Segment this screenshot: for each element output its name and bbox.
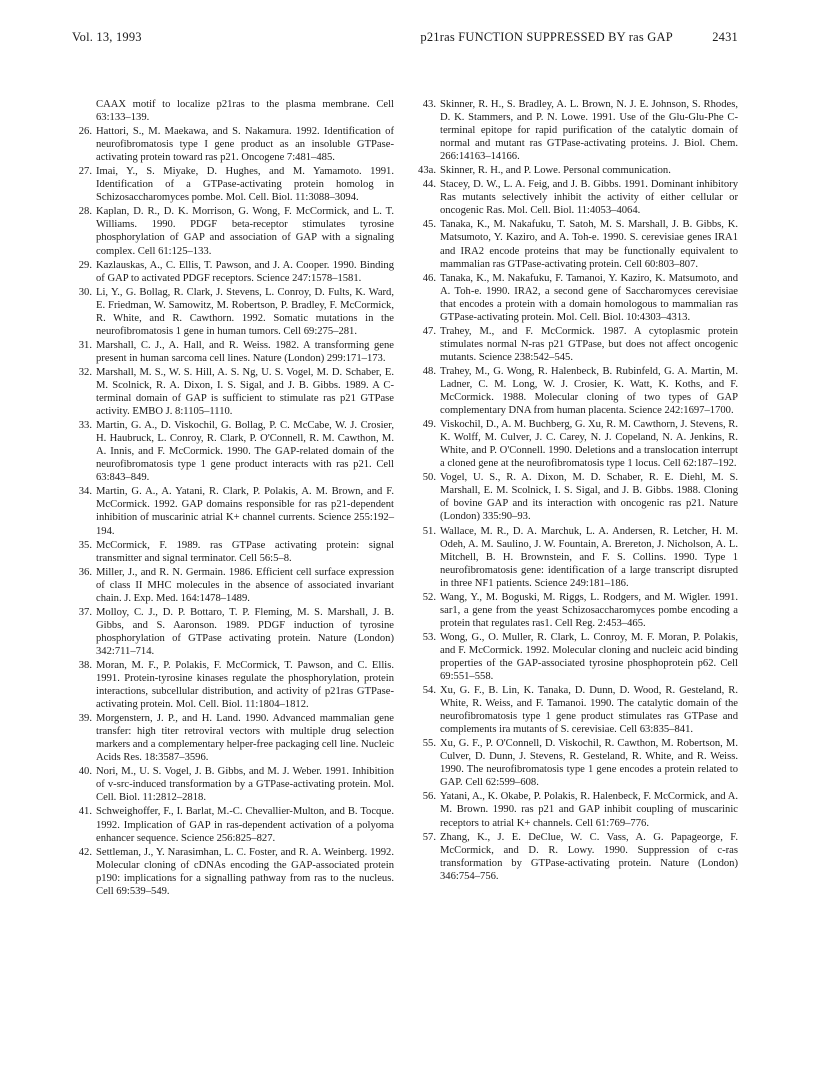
reference-number: 43a. (418, 165, 436, 177)
reference-number: 35. (78, 539, 92, 551)
reference-text: Xu, G. F., B. Lin, K. Tanaka, D. Dunn, D. Wood, R. Gesteland, R. White, R. Weiss, and F. Tamanoi. 1990. The catalytic domain of the neurofibromatosis type 1 gene product stimulates ras GTPase and complements ira mutants of S. cerevisiae. Cell 63:835–841. (440, 685, 738, 736)
reference-entry (72, 98, 394, 124)
reference-entry (72, 659, 394, 711)
reference-entry (72, 765, 394, 804)
reference-text: Kazlauskas, A., C. Ellis, T. Pawson, and J. A. Cooper. 1990. Binding of GAP to activated PDGF receptors. Science 247:1578–1581. (96, 259, 394, 284)
running-title: p21ras FUNCTION SUPPRESSED BY ras GAP (420, 30, 673, 44)
reference-entry (72, 846, 394, 898)
reference-number: 42. (78, 846, 92, 858)
reference-text: Nori, M., U. S. Vogel, J. B. Gibbs, and M. J. Weber. 1991. Inhibition of v-src-induced transformation by a GTPase-activating protein. Mol. Cell. Biol. 11:2812–2818. (96, 766, 394, 804)
reference-number: 51. (422, 525, 436, 537)
reference-number: 50. (422, 472, 436, 484)
reference-entry (416, 631, 738, 683)
reference-entry (72, 165, 394, 204)
reference-text: Skinner, R. H., and P. Lowe. Personal communication. (440, 165, 671, 177)
reference-text: Martin, G. A., A. Yatani, R. Clark, P. Polakis, A. M. Brown, and F. McCormick. 1992. GAP domains responsible for ras p21-dependent inhibition of muscarinic atrial K+ channel currents. Science 255:192–194. (96, 486, 394, 537)
reference-number: 43. (422, 99, 436, 110)
reference-text: Molloy, C. J., D. P. Bottaro, T. P. Fleming, M. S. Marshall, J. B. Gibbs, and S. Aaronson. 1989. PDGF induction of tyrosine phosphorylation of GTPase activating protein. Nature (London) 342:711–714. (96, 606, 394, 657)
reference-entry (416, 418, 738, 470)
reference-number: 49. (422, 419, 436, 431)
reference-entry (416, 591, 738, 630)
reference-text: Morgenstern, J. P., and H. Land. 1990. Advanced mammalian gene transfer: high titer retroviral vectors with multiple drug selection markers and a complementary helper-free packaging cell line. Nucleic Acids Res. 18:3587–3596. (96, 713, 394, 764)
reference-text: Kaplan, D. R., D. K. Morrison, G. Wong, F. McCormick, and L. T. Williams. 1990. PDGF beta-receptor stimulates tyrosine phosphorylation of GAP and association of GAP with a signaling complex. Cell 61:125–133. (96, 206, 394, 257)
reference-entry (416, 178, 738, 217)
reference-number: 38. (78, 659, 92, 671)
reference-entry (72, 485, 394, 537)
reference-column-left (72, 98, 394, 899)
reference-number: 28. (78, 206, 92, 218)
reference-number: 40. (78, 766, 92, 778)
reference-entry (72, 566, 394, 605)
reference-text: Vogel, U. S., R. A. Dixon, M. D. Schaber, R. E. Diehl, M. S. Marshall, E. M. Scolnick, I. S. Sigal, and J. B. Gibbs. 1988. Cloning of bovine GAP and its interaction with oncogenic ras p21. Nature (London) 335:90–93. (440, 472, 738, 523)
reference-entry (72, 712, 394, 764)
reference-text: Wong, G., O. Muller, R. Clark, L. Conroy, M. F. Moran, P. Polakis, and F. McCormick. 1992. Molecular cloning and nucleic acid binding properties of the GAP-associated tyrosine phosphoprotein p62. Cell 69:551–558. (440, 631, 738, 683)
reference-text: Trahey, M., and F. McCormick. 1987. A cytoplasmic protein stimulates normal N-ras p21 GTPase, but does not affect oncogenic mutants. Science 238:542–545. (440, 325, 738, 363)
reference-text: Li, Y., G. Bollag, R. Clark, J. Stevens, L. Conroy, D. Fults, K. Ward, E. Friedman, W. Samowitz, M. Robertson, P. Bradley, F. McCormick, R. White, and R. Cawthorn. 1992. Somatic mutations in the neurofibromatosis 1 gene in human tumors. Cell 69:275–281. (96, 286, 394, 337)
reference-entry (72, 419, 394, 484)
reference-number: 48. (422, 365, 436, 377)
reference-number: 53. (422, 631, 436, 643)
reference-entry (416, 471, 738, 523)
reference-text: Tanaka, K., M. Nakafuku, T. Satoh, M. S. Marshall, J. B. Gibbs, K. Matsumoto, Y. Kaziro, and A. Toh-e. 1990. S. cerevisiae genes IRA1 and IRA2 encode proteins that may be functionally equivalent to mammalian ras GTPase-activating protein. Cell 60:803–807. (440, 219, 738, 270)
reference-entry (416, 365, 738, 417)
reference-text: Wallace, M. R., D. A. Marchuk, L. A. Andersen, R. Letcher, H. M. Odeh, A. M. Saulino, J. W. Fountain, A. Brereton, J. Nicholson, A. L. Mitchell, B. H. Brownstein, and F. S. Collins. 1990. Type 1 neurofibromatosis gene: identification of a large transcript disrupted in three NF1 patients. Science 249:181–186. (440, 525, 738, 589)
reference-text: Yatani, A., K. Okabe, P. Polakis, R. Halenbeck, F. McCormick, and A. M. Brown. 1990. ras p21 and GAP inhibit coupling of muscarinic receptors to atrial K+ channels. Cell 61:769–776. (440, 791, 738, 829)
reference-entry (72, 606, 394, 658)
reference-text: Miller, J., and R. N. Germain. 1986. Efficient cell surface expression of class II MHC molecules in the absence of associated invariant chain. J. Exp. Med. 164:1478–1489. (96, 566, 394, 604)
reference-text: Imai, Y., S. Miyake, D. Hughes, and M. Yamamoto. 1991. Identification of a GTPase-activating protein homolog in Schizosaccharomyces pombe. Mol. Cell. Biol. 11:3088–3094. (96, 166, 394, 204)
reference-number: 41. (78, 806, 92, 818)
reference-text: Martin, G. A., D. Viskochil, G. Bollag, P. C. McCabe, W. J. Crosier, H. Haubruck, L. Conroy, R. Clark, P. O'Connell, R. M. Cawthon, M. A. Innis, and F. McCormick. 1990. The GAP-related domain of the neurofibromatosis type 1 gene product interacts with ras p21. Cell 63:843–849. (96, 420, 394, 484)
reference-entry (416, 325, 738, 364)
reference-text: Tanaka, K., M. Nakafuku, F. Tamanoi, Y. Kaziro, K. Matsumoto, and A. Toh-e. 1990. IRA2, a second gene of Saccharomyces cerevisiae that encodes a protein with a domain homologous to mammalian ras GTPase-activating protein. Mol. Cell. Biol. 10:4303–4313. (440, 272, 738, 323)
reference-entry (416, 272, 738, 324)
reference-number: 45. (422, 219, 436, 231)
reference-number: 26. (78, 126, 92, 138)
reference-number: 46. (422, 272, 436, 284)
reference-text: Viskochil, D., A. M. Buchberg, G. Xu, R. M. Cawthorn, J. Stevens, R. K. Wolff, M. Culver, J. C. Carey, N. J. Copeland, N. A. Jenkins, R. White, and P. O'Connell. 1990. Deletions and a translocation interrupt a cloned gene at the neurofibromatosis type 1 locus. Cell 62:187–192. (440, 419, 738, 470)
reference-number: 31. (78, 339, 92, 351)
reference-entry (72, 339, 394, 365)
reference-entry (72, 286, 394, 338)
reference-text: Stacey, D. W., L. A. Feig, and J. B. Gibbs. 1991. Dominant inhibitory Ras mutants selectively inhibit the activity of either cellular or oncogenic Ras. Mol. Cell. Biol. 11:4053–4064. (440, 179, 738, 217)
reference-text: Zhang, K., J. E. DeClue, W. C. Vass, A. G. Papageorge, F. McCormick, and D. R. Lowy. 1990. Suppression of c-ras transformation by GTPase-activating protein. Nature (London) 346:754–756. (440, 831, 738, 882)
reference-entry (416, 790, 738, 829)
reference-number: 29. (78, 259, 92, 271)
reference-text: Wang, Y., M. Boguski, M. Riggs, L. Rodgers, and M. Wigler. 1991. sar1, a gene from the yeast Schizosaccharomyces pombe encoding a protein that regulates ras1. Cell Reg. 2:453–465. (440, 591, 738, 629)
reference-entry (72, 805, 394, 844)
reference-column-right (416, 98, 738, 884)
reference-text: Skinner, R. H., S. Bradley, A. L. Brown, N. J. E. Johnson, S. Rhodes, D. K. Stammers, and P. N. Lowe. 1991. Use of the Glu-Glu-Phe C-terminal epitope for rapid purification of the catalytic domain of normal and mutant ras GTPase-activating proteins. J. Biol. Chem. 266:14163–14166. (440, 99, 738, 163)
reference-number: 33. (78, 420, 92, 432)
reference-entry (72, 366, 394, 418)
reference-number: 47. (422, 325, 436, 337)
reference-entry (72, 125, 394, 164)
reference-number: 27. (78, 166, 92, 178)
reference-entry (72, 205, 394, 257)
reference-entry (416, 98, 738, 163)
reference-number: 32. (78, 366, 92, 378)
journal-volume: Vol. 13, 1993 (72, 30, 142, 44)
reference-text: Xu, G. F., P. O'Connell, D. Viskochil, R. Cawthon, M. Robertson, M. Culver, D. Dunn, J. Stevens, R. Gesteland, R. White, and R. Weiss. 1990. The neurofibromatosis type 1 gene encodes a protein related to GAP. Cell 62:599–608. (440, 738, 738, 789)
reference-text: Hattori, S., M. Maekawa, and S. Nakamura. 1992. Identification of neurofibromatosis type I gene product as an insoluble GTPase-activating protein toward ras p21. Oncogene 7:481–485. (96, 126, 394, 164)
reference-entry (416, 525, 738, 590)
reference-number: 44. (422, 179, 436, 191)
reference-text: Schweighoffer, F., I. Barlat, M.-C. Chevallier-Multon, and B. Tocque. 1992. Implication of GAP in ras-dependent activation of a polyoma enhancer sequence. Science 256:825–827. (96, 806, 394, 844)
reference-entry (416, 164, 738, 177)
reference-text: McCormick, F. 1989. ras GTPase activating protein: signal transmitter and signal terminator. Cell 56:5–8. (96, 539, 394, 564)
reference-text: CAAX motif to localize p21ras to the plasma membrane. Cell 63:133–139. (96, 99, 394, 124)
reference-text: Marshall, M. S., W. S. Hill, A. S. Ng, U. S. Vogel, M. D. Schaber, E. M. Scolnick, R. A. Dixon, I. S. Sigal, and J. B. Gibbs. 1989. A C-terminal domain of GAP is sufficient to stimulate ras p21 GTPase activity. EMBO J. 8:1105–1110. (96, 366, 394, 418)
reference-number: 55. (422, 738, 436, 750)
reference-number: 57. (422, 831, 436, 843)
page-number: 2431 (712, 30, 738, 44)
reference-text: Trahey, M., G. Wong, R. Halenbeck, B. Rubinfeld, G. A. Martin, M. Ladner, C. M. Long, W. J. Crosier, K. Watt, K. Koths, and F. McCormick. 1988. Molecular cloning of two types of GAP complementary DNA from human placenta. Science 242:1697–1700. (440, 365, 738, 417)
reference-text: Moran, M. F., P. Polakis, F. McCormick, T. Pawson, and C. Ellis. 1991. Protein-tyrosine kinases regulate the phosphorylation, protein interactions, subcellular distribution, and activity of p21ras GTPase-activating protein. Mol. Cell. Biol. 11:1804–1812. (96, 659, 394, 711)
reference-text: Settleman, J., Y. Narasimhan, L. C. Foster, and R. A. Weinberg. 1992. Molecular cloning of cDNAs encoding the GAP-associated protein p190: implications for a signalling pathway from ras to the nucleus. Cell 69:539–549. (96, 846, 394, 897)
reference-number: 30. (78, 286, 92, 298)
reference-entry (416, 737, 738, 789)
reference-entry (72, 539, 394, 565)
header-right (420, 30, 738, 45)
reference-number: 36. (78, 566, 92, 578)
reference-number: 34. (78, 486, 92, 498)
reference-text: Marshall, C. J., A. Hall, and R. Weiss. 1982. A transforming gene present in human sarcoma cell lines. Nature (London) 299:171–173. (96, 339, 394, 364)
reference-entry (416, 684, 738, 736)
reference-number: 39. (78, 713, 92, 725)
page-header (72, 26, 738, 48)
reference-entry (416, 218, 738, 270)
reference-entry (416, 831, 738, 883)
reference-number: 37. (78, 606, 92, 618)
reference-number: 56. (422, 791, 436, 803)
reference-entry (72, 259, 394, 285)
reference-number: 54. (422, 685, 436, 697)
reference-number: 52. (422, 591, 436, 603)
